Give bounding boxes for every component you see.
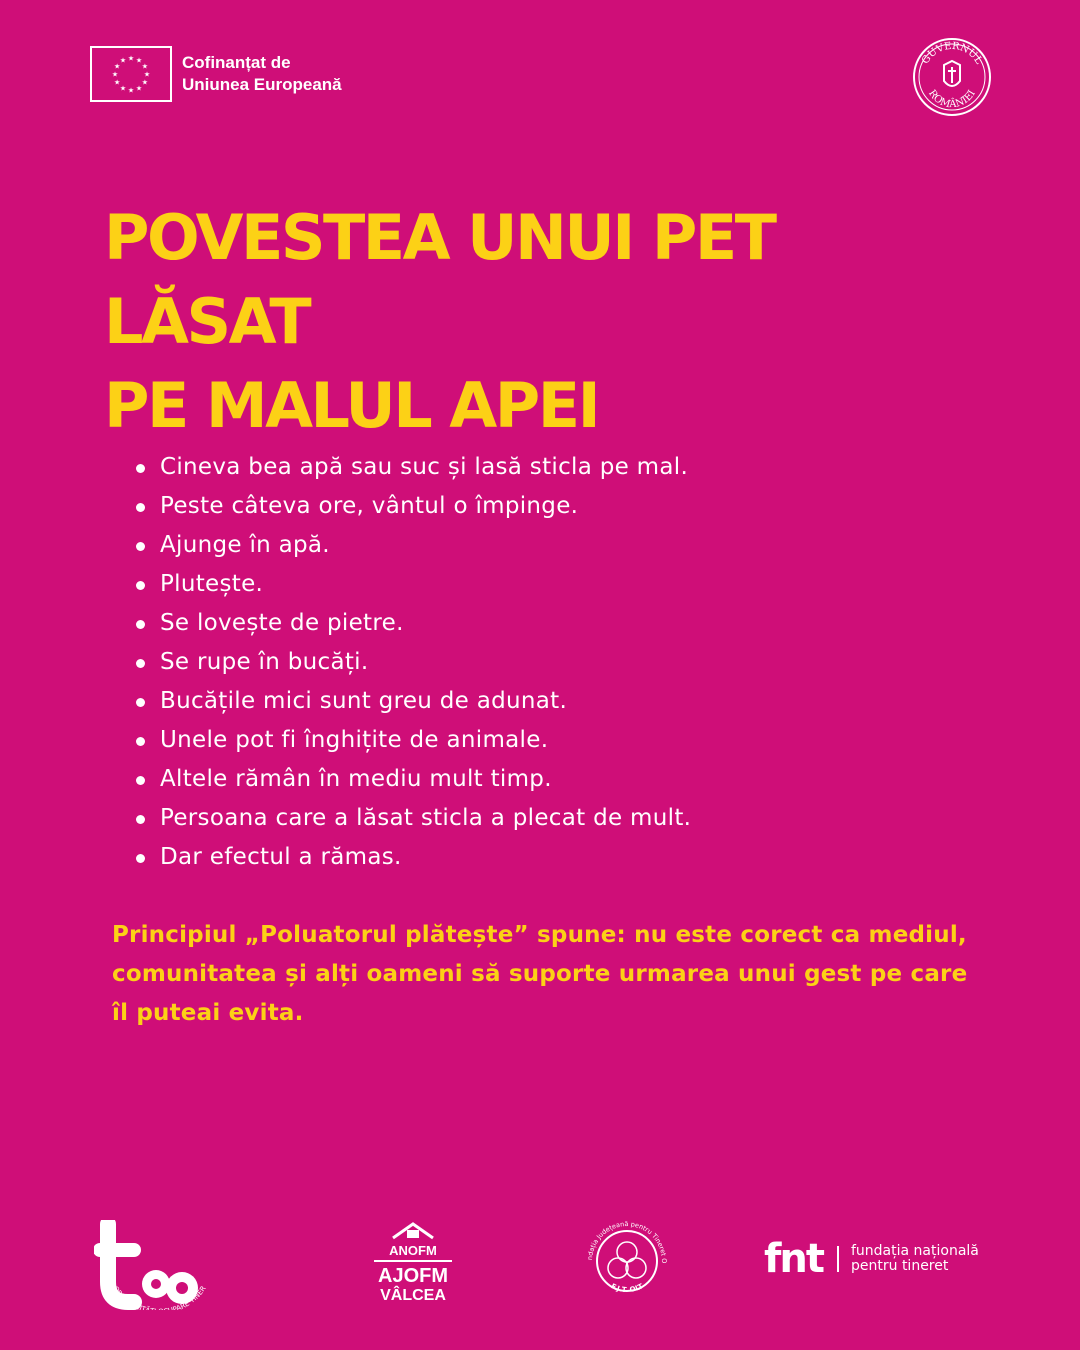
eu-star-icon: ★ (119, 84, 127, 93)
list-item: Plutește. (130, 565, 691, 604)
eu-star-icon: ★ (111, 70, 119, 79)
list-item: Bucățile mici sunt greu de adunat. (130, 682, 691, 721)
polluter-pays-principle-text: Principiul „Poluatorul plătește” spune: nu este corect ca mediul, comunitatea și alți oameni să suporte urmarea unui gest pe care îl puteai evita. (112, 922, 968, 1026)
list-item: Persoana care a lăsat sticla a plecat de mult. (130, 799, 691, 838)
eu-text-line2: Uniunea Europeană (182, 75, 342, 94)
ajofm-valcea-logo (370, 1220, 456, 1304)
list-item: Cineva bea apă sau suc și lasă sticla pe mal. (130, 448, 691, 487)
fnt-text (851, 1244, 979, 1274)
story-bullet-list (130, 448, 691, 877)
page-title (104, 196, 984, 448)
eu-star-icon: ★ (141, 62, 148, 71)
title-line2: PE MALUL APEI (104, 369, 599, 442)
svg-text:F.J.T. OLT (610, 1282, 645, 1294)
svg-text:ROMÂNIEI (926, 88, 978, 110)
eu-star-icon: ★ (141, 78, 148, 87)
fnt-mark: fnt (764, 1236, 823, 1282)
list-item: Dar efectul a rămas. (130, 838, 691, 877)
fjt-arc-text: ndația Județeană pentru Tineret O (585, 1219, 669, 1264)
eu-star-icon: ★ (114, 62, 121, 71)
fnt-logo (764, 1236, 979, 1282)
list-item: Peste câteva ore, vântul o împinge. (130, 487, 691, 526)
eu-star-icon: ★ (135, 84, 143, 93)
list-item: Se rupe în bucăți. (130, 643, 691, 682)
list-item: Unele pot fi înghițite de animale. (130, 721, 691, 760)
eu-cofinancing-logo (90, 46, 342, 102)
eu-text-line1: Cofinanțat de (182, 53, 291, 72)
fnt-text-line2: pentru tineret (851, 1258, 949, 1274)
ajofm-label: AJOFM (378, 1265, 448, 1287)
fjt-olt-logo (582, 1216, 672, 1306)
fjt-initials: F.J.T. OLT (609, 1282, 645, 1295)
eu-star-icon: ★ (127, 86, 135, 95)
fnt-divider (837, 1246, 839, 1272)
eu-star-icon: ★ (119, 56, 127, 65)
anofm-house-icon (383, 1220, 443, 1240)
eu-flag-icon (90, 46, 172, 102)
valcea-label: VÂLCEA (380, 1287, 446, 1304)
too-logo (94, 1220, 214, 1310)
eu-star-icon: ★ (135, 56, 143, 65)
eu-star-icon: ★ (127, 54, 135, 63)
list-item: Ajunge în apă. (130, 526, 691, 565)
title-line1: POVESTEA UNUI PET LĂSAT (104, 201, 775, 358)
list-item: Se lovește de pietre. (130, 604, 691, 643)
eu-cofinancing-text (182, 52, 342, 96)
too-logo-text: OPORTUNIT PARE TINER (111, 1284, 208, 1310)
svg-text:GUVERNUL (920, 41, 984, 67)
anofm-label: ANOFM (389, 1243, 437, 1258)
svg-text:Fundația Județeană pentru Tine (582, 1216, 668, 1263)
gov-seal-top-text: GUVERNUL (920, 40, 985, 67)
fnt-text-line1: fundația națională (851, 1243, 979, 1259)
gov-seal-bottom-text: ROMÂNIEI (926, 88, 978, 111)
eu-star-icon: ★ (143, 70, 151, 79)
list-item: Altele rămân în mediu mult timp. (130, 760, 691, 799)
eu-star-icon: ★ (114, 78, 121, 87)
romanian-government-seal-icon (912, 37, 992, 117)
